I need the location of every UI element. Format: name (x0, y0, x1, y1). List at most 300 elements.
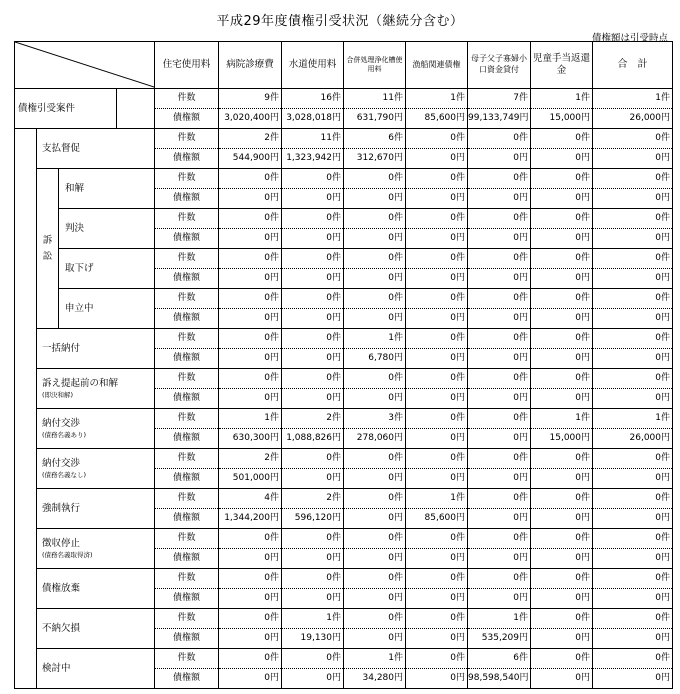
cell-amount: 0円 (282, 589, 344, 609)
cell-amount: 0円 (344, 589, 406, 609)
row-header-cell (59, 209, 155, 249)
cell-count: 0件 (531, 609, 593, 629)
cell-count: 0件 (219, 249, 282, 269)
cell-amount: 3,028,018円 (282, 109, 344, 129)
cell-amount: 0円 (219, 269, 282, 289)
cell-amount: 0円 (406, 549, 468, 569)
cell-count: 2件 (282, 409, 344, 429)
table-row (15, 409, 673, 429)
cell-count: 11件 (344, 89, 406, 109)
row-header-cell (37, 369, 155, 409)
row-kind-count: 件数 (155, 129, 219, 149)
cell-amount: 0円 (531, 269, 593, 289)
cell-count: 0件 (593, 249, 673, 269)
cell-count: 0件 (531, 209, 593, 229)
cell-count: 0件 (344, 249, 406, 269)
cell-count: 0件 (593, 529, 673, 549)
row-label: 検討中 (42, 662, 71, 674)
cell-amount: 0円 (282, 229, 344, 249)
cell-amount: 0円 (219, 309, 282, 329)
row-label: 申立中 (65, 302, 94, 314)
cell-count: 0件 (344, 489, 406, 509)
row-kind-count: 件数 (155, 449, 219, 469)
cell-amount: 0円 (531, 229, 593, 249)
cell-count: 0件 (468, 209, 531, 229)
cell-count: 0件 (468, 489, 531, 509)
row-kind-count: 件数 (155, 169, 219, 189)
cell-amount: 0円 (406, 349, 468, 369)
cell-count: 6件 (344, 129, 406, 149)
row-header-pad (117, 89, 155, 129)
cell-count: 0件 (344, 609, 406, 629)
row-kind-count: 件数 (155, 609, 219, 629)
cell-amount: 0円 (531, 309, 593, 329)
cell-amount: 0円 (282, 669, 344, 689)
cell-count: 0件 (406, 529, 468, 549)
cell-amount: 0円 (531, 509, 593, 529)
row-label: 納付交渉 (42, 417, 81, 429)
row-kind-count: 件数 (155, 569, 219, 589)
cell-count: 1件 (406, 89, 468, 109)
row-label: 取下げ (65, 262, 94, 274)
row-kind-amount: 債権額 (155, 349, 219, 369)
cell-amount: 0円 (406, 589, 468, 609)
cell-count: 16件 (282, 89, 344, 109)
cell-count: 0件 (593, 209, 673, 229)
cell-count: 0件 (219, 369, 282, 389)
cell-amount: 0円 (219, 669, 282, 689)
cell-amount: 0円 (531, 389, 593, 409)
cell-amount: 0円 (406, 669, 468, 689)
cell-count: 0件 (219, 329, 282, 349)
row-kind-count: 件数 (155, 89, 219, 109)
row-label: 不納欠損 (42, 622, 81, 634)
row-kind-amount: 債権額 (155, 429, 219, 449)
cell-count: 0件 (406, 649, 468, 669)
row-label: 債権放棄 (42, 582, 81, 594)
col-header-septic: 合併処理浄化槽使用料 (344, 42, 406, 89)
cell-amount: 0円 (406, 189, 468, 209)
cell-count: 2件 (219, 449, 282, 469)
page-title: 平成29年度債権引受状況（継続分含む） (216, 14, 464, 29)
table-row (15, 489, 673, 509)
cell-amount: 0円 (219, 389, 282, 409)
cell-amount: 0円 (593, 469, 673, 489)
cell-amount: 0円 (593, 549, 673, 569)
cell-count: 0件 (531, 289, 593, 309)
table-row (15, 289, 673, 309)
cell-amount: 0円 (593, 509, 673, 529)
cell-count: 0件 (406, 289, 468, 309)
row-kind-count: 件数 (155, 209, 219, 229)
cell-amount: 0円 (406, 389, 468, 409)
row-label: 訴え提起前の和解 (42, 377, 119, 389)
row-kind-count: 件数 (155, 329, 219, 349)
row-label: 強制執行 (42, 502, 81, 514)
cell-amount: 0円 (593, 269, 673, 289)
row-header-cell (15, 89, 117, 129)
cell-count: 0件 (531, 529, 593, 549)
cell-count: 0件 (531, 249, 593, 269)
cell-count: 0件 (406, 569, 468, 589)
row-label: 債権引受案件 (18, 102, 76, 114)
cell-count: 0件 (593, 289, 673, 309)
cell-count: 0件 (219, 569, 282, 589)
cell-amount: 0円 (468, 149, 531, 169)
col-header-fishing: 漁船関連債権 (406, 42, 468, 89)
cell-amount: 0円 (282, 189, 344, 209)
cell-count: 0件 (531, 649, 593, 669)
row-kind-amount: 債権額 (155, 549, 219, 569)
cell-count: 0件 (468, 569, 531, 589)
cell-amount: 0円 (344, 229, 406, 249)
table-row (15, 529, 673, 549)
cell-amount: 0円 (468, 589, 531, 609)
cell-count: 1件 (344, 649, 406, 669)
row-header-cell (59, 169, 155, 209)
cell-count: 0件 (282, 209, 344, 229)
row-label: 和解 (65, 182, 85, 194)
cell-amount: 0円 (531, 629, 593, 649)
cell-count: 0件 (406, 209, 468, 229)
cell-amount: 0円 (593, 589, 673, 609)
cell-amount: 0円 (219, 629, 282, 649)
cell-count: 0件 (406, 409, 468, 429)
row-header-cell (37, 489, 155, 529)
cell-amount: 0円 (219, 189, 282, 209)
cell-count: 0件 (406, 369, 468, 389)
col-header-hospital: 病院診療費 (219, 42, 282, 89)
cell-count: 0件 (531, 169, 593, 189)
cell-count: 1件 (282, 609, 344, 629)
row-header-cell (37, 569, 155, 609)
cell-count: 0件 (282, 289, 344, 309)
cell-amount: 0円 (344, 269, 406, 289)
cell-amount: 0円 (282, 309, 344, 329)
cell-count: 0件 (282, 249, 344, 269)
cell-amount: 0円 (406, 469, 468, 489)
cell-amount: 0円 (406, 229, 468, 249)
row-header-cell (59, 289, 155, 329)
cell-amount: 630,300円 (219, 429, 282, 449)
cell-count: 0件 (406, 169, 468, 189)
cell-count: 0件 (344, 569, 406, 589)
cell-count: 0件 (468, 289, 531, 309)
cell-count: 0件 (531, 569, 593, 589)
cell-amount: 98,598,540円 (468, 669, 531, 689)
row-kind-count: 件数 (155, 369, 219, 389)
litigation-group-label (37, 169, 59, 329)
cell-amount: 0円 (468, 309, 531, 329)
cell-count: 0件 (593, 569, 673, 589)
row-label: 判決 (65, 222, 85, 234)
table-row (15, 169, 673, 189)
cell-count: 0件 (282, 529, 344, 549)
row-kind-count: 件数 (155, 649, 219, 669)
cell-amount: 15,000円 (531, 429, 593, 449)
cell-amount: 0円 (344, 389, 406, 409)
cell-count: 1件 (531, 89, 593, 109)
table-row (15, 649, 673, 669)
cell-amount: 0円 (593, 669, 673, 689)
debt-status-table (14, 41, 673, 689)
cell-count: 0件 (531, 329, 593, 349)
cell-amount: 0円 (593, 629, 673, 649)
cell-amount: 0円 (219, 349, 282, 369)
cell-amount: 0円 (282, 389, 344, 409)
row-kind-amount: 債権額 (155, 269, 219, 289)
row-kind-amount: 債権額 (155, 229, 219, 249)
amount-basis-note: 債権額は引受時点 (591, 33, 668, 44)
table-row (15, 249, 673, 269)
cell-amount: 0円 (531, 189, 593, 209)
table-row (15, 329, 673, 349)
row-header-cell (59, 249, 155, 289)
row-kind-count: 件数 (155, 289, 219, 309)
row-label: 支払督促 (42, 142, 81, 154)
cell-count: 0件 (344, 289, 406, 309)
row-header-cell (37, 449, 155, 489)
cell-amount: 0円 (282, 469, 344, 489)
cell-count: 0件 (219, 169, 282, 189)
cell-count: 1件 (219, 409, 282, 429)
cell-count: 0件 (593, 449, 673, 469)
row-kind-count: 件数 (155, 409, 219, 429)
cell-amount: 19,130円 (282, 629, 344, 649)
cell-count: 9件 (219, 89, 282, 109)
row-kind-amount: 債権額 (155, 109, 219, 129)
cell-amount: 312,670円 (344, 149, 406, 169)
cell-amount: 0円 (593, 309, 673, 329)
cell-count: 0件 (593, 609, 673, 629)
cell-amount: 0円 (468, 429, 531, 449)
col-header-single-parent-loan: 母子父子寡婦小口資金貸付 (468, 42, 531, 89)
row-kind-amount: 債権額 (155, 469, 219, 489)
cell-amount: 544,900円 (219, 149, 282, 169)
cell-amount: 0円 (531, 349, 593, 369)
col-header-housing: 住宅使用料 (155, 42, 219, 89)
cell-amount: 34,280円 (344, 669, 406, 689)
row-kind-amount: 債権額 (155, 629, 219, 649)
header-row (15, 42, 673, 89)
table-row (15, 89, 673, 109)
cell-amount: 15,000円 (531, 109, 593, 129)
cell-amount: 0円 (219, 549, 282, 569)
row-header-cell (37, 529, 155, 569)
corner-diagonal (15, 42, 155, 88)
cell-amount: 1,344,200円 (219, 509, 282, 529)
cell-count: 0件 (282, 169, 344, 189)
cell-amount: 85,600円 (406, 509, 468, 529)
cell-count: 0件 (406, 449, 468, 469)
cell-amount: 26,000円 (593, 429, 673, 449)
cell-amount: 0円 (282, 549, 344, 569)
cell-count: 0件 (406, 249, 468, 269)
cell-amount: 0円 (531, 549, 593, 569)
cell-count: 0件 (593, 369, 673, 389)
cell-amount: 0円 (468, 349, 531, 369)
cell-count: 4件 (219, 489, 282, 509)
row-header-cell (37, 409, 155, 449)
cell-count: 0件 (468, 369, 531, 389)
row-sublabel: (債務名義あり) (42, 430, 87, 439)
col-header-child-allowance: 児童手当返還金 (531, 42, 593, 89)
row-kind-count: 件数 (155, 249, 219, 269)
cell-amount: 0円 (593, 389, 673, 409)
row-label: 徴収停止 (42, 537, 81, 549)
cell-count: 0件 (531, 369, 593, 389)
row-kind-amount: 債権額 (155, 669, 219, 689)
cell-amount: 596,120円 (282, 509, 344, 529)
cell-amount: 0円 (344, 189, 406, 209)
cell-amount: 0円 (468, 509, 531, 529)
cell-count: 0件 (468, 249, 531, 269)
cell-amount: 0円 (344, 549, 406, 569)
cell-count: 7件 (468, 89, 531, 109)
row-header-cell (37, 129, 155, 169)
cell-count: 0件 (282, 649, 344, 669)
cell-count: 11件 (282, 129, 344, 149)
cell-count: 0件 (593, 169, 673, 189)
cell-amount: 0円 (531, 149, 593, 169)
cell-count: 0件 (531, 489, 593, 509)
cell-amount: 501,000円 (219, 469, 282, 489)
cell-count: 6件 (468, 649, 531, 669)
table-row (15, 129, 673, 149)
cell-amount: 0円 (531, 469, 593, 489)
cell-count: 0件 (468, 329, 531, 349)
cell-amount: 0円 (468, 189, 531, 209)
cell-count: 1件 (344, 329, 406, 349)
cell-count: 0件 (468, 169, 531, 189)
cell-amount: 278,060円 (344, 429, 406, 449)
row-sublabel: (債務名義取得済) (42, 550, 93, 559)
row-header-cell (37, 329, 155, 369)
cell-amount: 535,209円 (468, 629, 531, 649)
cell-amount: 0円 (468, 229, 531, 249)
row-sublabel: (即決和解) (42, 390, 74, 399)
cell-count: 0件 (593, 649, 673, 669)
cell-amount: 0円 (593, 229, 673, 249)
cell-amount: 0円 (344, 629, 406, 649)
cell-amount: 1,323,942円 (282, 149, 344, 169)
row-label: 納付交渉 (42, 457, 81, 469)
col-header-total: 合 計 (593, 42, 673, 89)
cell-count: 0件 (468, 129, 531, 149)
cell-count: 1件 (593, 89, 673, 109)
cell-amount: 0円 (593, 349, 673, 369)
row-kind-count: 件数 (155, 489, 219, 509)
table-row (15, 569, 673, 589)
cell-count: 0件 (531, 449, 593, 469)
cell-count: 0件 (468, 449, 531, 469)
cell-count: 1件 (406, 489, 468, 509)
cell-amount: 0円 (593, 149, 673, 169)
cell-count: 0件 (406, 609, 468, 629)
cell-amount: 1,088,826円 (282, 429, 344, 449)
cell-count: 0件 (531, 129, 593, 149)
row-kind-amount: 債権額 (155, 189, 219, 209)
cell-amount: 0円 (406, 429, 468, 449)
cell-count: 0件 (219, 529, 282, 549)
cell-amount: 0円 (406, 309, 468, 329)
cell-count: 0件 (468, 529, 531, 549)
cell-count: 0件 (282, 369, 344, 389)
cell-amount: 3,020,400円 (219, 109, 282, 129)
cell-amount: 0円 (468, 269, 531, 289)
cell-amount: 0円 (282, 269, 344, 289)
cell-count: 0件 (344, 209, 406, 229)
cell-amount: 0円 (468, 389, 531, 409)
cell-amount: 0円 (344, 469, 406, 489)
row-kind-amount: 債権額 (155, 389, 219, 409)
cell-count: 0件 (282, 569, 344, 589)
row-kind-count: 件数 (155, 529, 219, 549)
row-kind-amount: 債権額 (155, 589, 219, 609)
cell-amount: 0円 (219, 589, 282, 609)
litigation-label: 訴訟 (42, 235, 53, 262)
cell-amount: 0円 (406, 149, 468, 169)
cell-count: 0件 (219, 289, 282, 309)
cell-amount: 0円 (468, 469, 531, 489)
cell-count: 0件 (282, 449, 344, 469)
row-kind-amount: 債権額 (155, 509, 219, 529)
cell-amount: 85,600円 (406, 109, 468, 129)
cell-count: 2件 (282, 489, 344, 509)
cell-count: 0件 (593, 489, 673, 509)
indent-column (15, 129, 37, 689)
cell-amount: 631,790円 (344, 109, 406, 129)
cell-amount: 0円 (344, 309, 406, 329)
cell-count: 2件 (219, 129, 282, 149)
cell-count: 0件 (219, 609, 282, 629)
cell-count: 0件 (282, 329, 344, 349)
cell-count: 0件 (593, 329, 673, 349)
col-header-water: 水道使用料 (282, 42, 344, 89)
cell-count: 0件 (406, 129, 468, 149)
cell-count: 1件 (593, 409, 673, 429)
cell-count: 0件 (344, 529, 406, 549)
table-row (15, 609, 673, 629)
cell-amount: 26,000円 (593, 109, 673, 129)
cell-amount: 6,780円 (344, 349, 406, 369)
cell-amount: 0円 (406, 629, 468, 649)
table-row (15, 449, 673, 469)
cell-count: 0件 (344, 449, 406, 469)
cell-amount: 0円 (282, 349, 344, 369)
cell-count: 0件 (593, 129, 673, 149)
cell-count: 1件 (468, 609, 531, 629)
row-kind-amount: 債権額 (155, 149, 219, 169)
cell-count: 0件 (344, 369, 406, 389)
cell-amount: 0円 (593, 189, 673, 209)
cell-count: 1件 (531, 409, 593, 429)
cell-amount: 0円 (531, 669, 593, 689)
cell-count: 0件 (219, 209, 282, 229)
cell-count: 0件 (344, 169, 406, 189)
cell-amount: 0円 (406, 269, 468, 289)
row-label: 一括納付 (42, 342, 81, 354)
cell-count: 0件 (219, 649, 282, 669)
cell-amount: 0円 (219, 229, 282, 249)
cell-amount: 0円 (344, 509, 406, 529)
cell-amount: 99,133,749円 (468, 109, 531, 129)
table-row (15, 369, 673, 389)
row-sublabel: (債務名義なし) (42, 470, 87, 479)
row-kind-amount: 債権額 (155, 309, 219, 329)
cell-count: 0件 (406, 329, 468, 349)
cell-amount: 0円 (468, 549, 531, 569)
